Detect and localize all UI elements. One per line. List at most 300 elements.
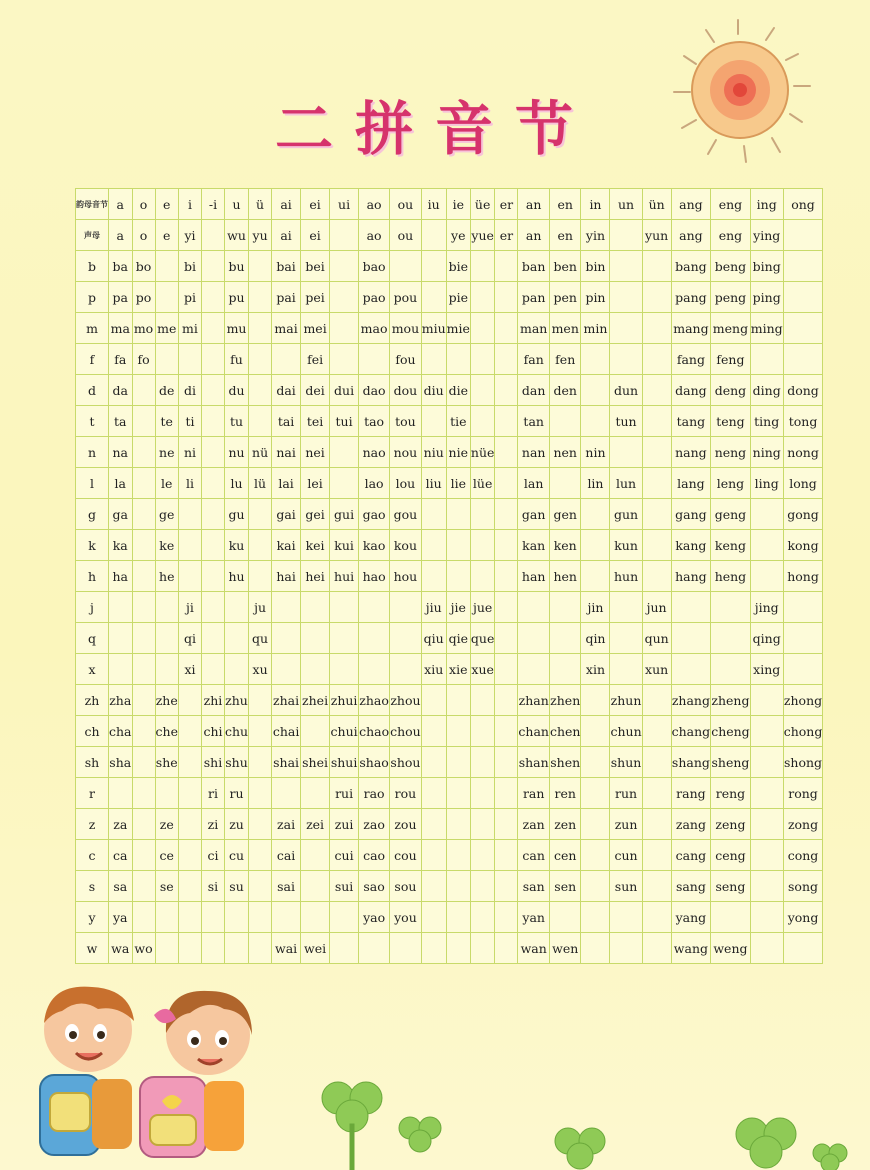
syllable-cell xyxy=(272,778,301,809)
row-header-cell: h xyxy=(76,561,109,592)
syllable-cell xyxy=(132,530,155,561)
syllable-cell xyxy=(750,561,783,592)
syllable-cell: ren xyxy=(549,778,581,809)
children-illustration xyxy=(0,975,290,1170)
syllable-cell xyxy=(671,592,711,623)
syllable-cell xyxy=(224,592,248,623)
syllable-cell: han xyxy=(518,561,550,592)
syllable-cell xyxy=(201,251,224,282)
syllable-cell xyxy=(750,871,783,902)
syllable-cell: ou xyxy=(390,189,422,220)
row-header-cell: z xyxy=(76,809,109,840)
syllable-cell xyxy=(155,902,178,933)
syllable-cell: jing xyxy=(750,592,783,623)
syllable-cell: lang xyxy=(671,468,711,499)
syllable-cell xyxy=(421,871,446,902)
syllable-cell: neng xyxy=(711,437,751,468)
syllable-cell: qun xyxy=(642,623,671,654)
syllable-cell: en xyxy=(549,220,581,251)
syllable-cell xyxy=(642,809,671,840)
syllable-cell: gang xyxy=(671,499,711,530)
syllable-cell xyxy=(750,685,783,716)
clover-decoration xyxy=(290,1060,870,1170)
syllable-cell: un xyxy=(610,189,642,220)
syllable-cell: me xyxy=(155,313,178,344)
syllable-cell: cun xyxy=(610,840,642,871)
syllable-cell: mou xyxy=(390,313,422,344)
syllable-cell xyxy=(671,654,711,685)
syllable-cell: bing xyxy=(750,251,783,282)
syllable-cell: ling xyxy=(750,468,783,499)
syllable-cell: zhe xyxy=(155,685,178,716)
syllable-cell: dou xyxy=(390,375,422,406)
syllable-cell xyxy=(610,592,642,623)
syllable-cell xyxy=(518,623,550,654)
syllable-cell xyxy=(109,654,133,685)
syllable-cell: zou xyxy=(390,809,422,840)
table-row xyxy=(76,406,823,437)
syllable-cell: dang xyxy=(671,375,711,406)
syllable-cell: a xyxy=(109,220,133,251)
syllable-cell xyxy=(201,282,224,313)
syllable-cell: pan xyxy=(518,282,550,313)
syllable-cell: xiu xyxy=(421,654,446,685)
syllable-cell xyxy=(421,902,446,933)
syllable-cell xyxy=(155,654,178,685)
syllable-cell xyxy=(642,685,671,716)
syllable-cell: gao xyxy=(359,499,390,530)
syllable-cell xyxy=(495,313,518,344)
syllable-cell: zhui xyxy=(330,685,359,716)
syllable-cell: le xyxy=(155,468,178,499)
syllable-cell: xi xyxy=(178,654,201,685)
syllable-cell: lie xyxy=(446,468,470,499)
syllable-cell xyxy=(249,871,272,902)
syllable-cell xyxy=(581,344,610,375)
row-header-cell: y xyxy=(76,902,109,933)
row-header-cell: n xyxy=(76,437,109,468)
syllable-cell: que xyxy=(470,623,495,654)
syllable-cell xyxy=(446,685,470,716)
syllable-cell: nao xyxy=(359,437,390,468)
syllable-cell: zao xyxy=(359,809,390,840)
syllable-cell xyxy=(711,592,751,623)
syllable-cell: run xyxy=(610,778,642,809)
syllable-cell: yue xyxy=(470,220,495,251)
syllable-cell: kao xyxy=(359,530,390,561)
syllable-cell: pi xyxy=(178,282,201,313)
syllable-cell: ju xyxy=(249,592,272,623)
syllable-cell: rao xyxy=(359,778,390,809)
syllable-cell xyxy=(178,530,201,561)
syllable-cell xyxy=(249,406,272,437)
table-row xyxy=(76,189,823,220)
syllable-cell xyxy=(783,220,823,251)
syllable-cell: lai xyxy=(272,468,301,499)
syllable-cell xyxy=(132,499,155,530)
syllable-cell: chen xyxy=(549,716,581,747)
syllable-cell: ke xyxy=(155,530,178,561)
syllable-cell xyxy=(470,933,495,964)
syllable-cell xyxy=(178,716,201,747)
syllable-cell xyxy=(249,809,272,840)
syllable-cell xyxy=(201,530,224,561)
syllable-cell xyxy=(446,561,470,592)
syllable-cell: zhong xyxy=(783,685,823,716)
syllable-cell xyxy=(711,902,751,933)
syllable-cell xyxy=(549,902,581,933)
syllable-cell: kui xyxy=(330,530,359,561)
syllable-cell xyxy=(642,499,671,530)
syllable-cell xyxy=(750,530,783,561)
syllable-cell: he xyxy=(155,561,178,592)
syllable-cell xyxy=(330,437,359,468)
syllable-cell: chao xyxy=(359,716,390,747)
table-row xyxy=(76,530,823,561)
syllable-cell xyxy=(132,747,155,778)
table-row xyxy=(76,313,823,344)
syllable-cell: bu xyxy=(224,251,248,282)
syllable-cell: ou xyxy=(390,220,422,251)
syllable-cell xyxy=(421,251,446,282)
syllable-cell xyxy=(201,437,224,468)
syllable-cell: seng xyxy=(711,871,751,902)
syllable-cell xyxy=(581,561,610,592)
syllable-cell: ha xyxy=(109,561,133,592)
syllable-cell xyxy=(642,933,671,964)
syllable-cell xyxy=(155,623,178,654)
syllable-cell: hai xyxy=(272,561,301,592)
table-row xyxy=(76,468,823,499)
syllable-cell xyxy=(272,902,301,933)
syllable-cell: chui xyxy=(330,716,359,747)
syllable-cell xyxy=(132,685,155,716)
syllable-cell xyxy=(581,406,610,437)
syllable-cell xyxy=(201,344,224,375)
syllable-cell: tang xyxy=(671,406,711,437)
syllable-cell: sui xyxy=(330,871,359,902)
syllable-cell: eng xyxy=(711,189,751,220)
syllable-cell: shong xyxy=(783,747,823,778)
syllable-cell xyxy=(249,778,272,809)
syllable-cell: shun xyxy=(610,747,642,778)
syllable-cell xyxy=(249,313,272,344)
syllable-cell xyxy=(581,809,610,840)
syllable-cell: dong xyxy=(783,375,823,406)
syllable-cell xyxy=(249,902,272,933)
syllable-cell: mao xyxy=(359,313,390,344)
syllable-cell xyxy=(549,623,581,654)
syllable-cell xyxy=(495,654,518,685)
syllable-cell xyxy=(581,685,610,716)
syllable-cell: man xyxy=(518,313,550,344)
syllable-cell: she xyxy=(155,747,178,778)
syllable-cell: jiu xyxy=(421,592,446,623)
syllable-cell: üe xyxy=(470,189,495,220)
syllable-cell: li xyxy=(178,468,201,499)
syllable-cell xyxy=(201,592,224,623)
syllable-cell: te xyxy=(155,406,178,437)
syllable-cell: ui xyxy=(330,189,359,220)
syllable-cell: ci xyxy=(201,840,224,871)
row-header-cell: s xyxy=(76,871,109,902)
syllable-cell xyxy=(783,933,823,964)
syllable-cell: fan xyxy=(518,344,550,375)
syllable-cell: rang xyxy=(671,778,711,809)
syllable-cell: zu xyxy=(224,809,248,840)
syllable-cell: ning xyxy=(750,437,783,468)
syllable-cell: fei xyxy=(301,344,330,375)
syllable-cell: pin xyxy=(581,282,610,313)
syllable-cell: tan xyxy=(518,406,550,437)
syllable-cell xyxy=(549,654,581,685)
syllable-cell xyxy=(495,871,518,902)
syllable-cell xyxy=(249,747,272,778)
syllable-cell: dao xyxy=(359,375,390,406)
syllable-cell xyxy=(330,654,359,685)
syllable-cell xyxy=(330,623,359,654)
syllable-cell xyxy=(446,344,470,375)
table-row xyxy=(76,282,823,313)
syllable-cell xyxy=(642,530,671,561)
syllable-cell: xie xyxy=(446,654,470,685)
table-row xyxy=(76,933,823,964)
syllable-cell xyxy=(178,344,201,375)
syllable-cell xyxy=(178,561,201,592)
syllable-cell xyxy=(249,840,272,871)
syllable-cell xyxy=(201,313,224,344)
syllable-cell xyxy=(132,623,155,654)
syllable-cell xyxy=(750,716,783,747)
syllable-cell xyxy=(132,716,155,747)
syllable-cell xyxy=(750,933,783,964)
syllable-cell: ri xyxy=(201,778,224,809)
syllable-cell xyxy=(359,654,390,685)
syllable-cell: ni xyxy=(178,437,201,468)
syllable-cell: shui xyxy=(330,747,359,778)
syllable-cell xyxy=(581,499,610,530)
syllable-cell xyxy=(470,871,495,902)
syllable-cell: tong xyxy=(783,406,823,437)
syllable-cell xyxy=(224,933,248,964)
syllable-cell: nie xyxy=(446,437,470,468)
syllable-cell: ting xyxy=(750,406,783,437)
syllable-cell: ün xyxy=(642,189,671,220)
syllable-cell: fu xyxy=(224,344,248,375)
syllable-cell xyxy=(470,840,495,871)
table-row xyxy=(76,220,823,251)
syllable-cell: kun xyxy=(610,530,642,561)
table-row xyxy=(76,251,823,282)
syllable-cell xyxy=(109,623,133,654)
syllable-cell xyxy=(224,623,248,654)
syllable-cell: rong xyxy=(783,778,823,809)
syllable-cell: lüe xyxy=(470,468,495,499)
syllable-cell xyxy=(132,871,155,902)
syllable-cell: zun xyxy=(610,809,642,840)
syllable-cell: ai xyxy=(272,189,301,220)
syllable-cell: sang xyxy=(671,871,711,902)
syllable-cell xyxy=(132,375,155,406)
syllable-cell xyxy=(495,530,518,561)
syllable-cell: ing xyxy=(750,189,783,220)
syllable-cell xyxy=(581,778,610,809)
syllable-cell: zhang xyxy=(671,685,711,716)
syllable-cell: lun xyxy=(610,468,642,499)
syllable-cell: ca xyxy=(109,840,133,871)
syllable-cell: bai xyxy=(272,251,301,282)
table-row xyxy=(76,685,823,716)
table-row xyxy=(76,623,823,654)
syllable-cell xyxy=(249,251,272,282)
syllable-cell xyxy=(610,344,642,375)
syllable-cell: tei xyxy=(301,406,330,437)
syllable-cell xyxy=(518,592,550,623)
syllable-cell: ang xyxy=(671,189,711,220)
syllable-cell: che xyxy=(155,716,178,747)
syllable-cell xyxy=(750,778,783,809)
syllable-cell xyxy=(421,809,446,840)
table-row xyxy=(76,840,823,871)
syllable-cell: hao xyxy=(359,561,390,592)
syllable-cell xyxy=(301,902,330,933)
syllable-cell: kan xyxy=(518,530,550,561)
syllable-cell xyxy=(549,406,581,437)
syllable-cell: ben xyxy=(549,251,581,282)
syllable-cell xyxy=(359,623,390,654)
syllable-cell xyxy=(783,251,823,282)
syllable-cell xyxy=(178,933,201,964)
syllable-cell: lin xyxy=(581,468,610,499)
syllable-cell xyxy=(155,282,178,313)
syllable-cell: ran xyxy=(518,778,550,809)
syllable-cell xyxy=(301,654,330,685)
syllable-cell: xue xyxy=(470,654,495,685)
syllable-cell: gong xyxy=(783,499,823,530)
syllable-cell: qing xyxy=(750,623,783,654)
syllable-cell: ze xyxy=(155,809,178,840)
syllable-cell: pie xyxy=(446,282,470,313)
syllable-cell xyxy=(201,499,224,530)
syllable-cell xyxy=(470,375,495,406)
syllable-cell xyxy=(783,282,823,313)
syllable-cell: zhai xyxy=(272,685,301,716)
syllable-cell xyxy=(201,623,224,654)
syllable-cell: diu xyxy=(421,375,446,406)
syllable-cell: chan xyxy=(518,716,550,747)
syllable-cell: xing xyxy=(750,654,783,685)
syllable-cell: hou xyxy=(390,561,422,592)
syllable-cell xyxy=(470,809,495,840)
syllable-cell: ma xyxy=(109,313,133,344)
syllable-cell: tai xyxy=(272,406,301,437)
syllable-cell: cang xyxy=(671,840,711,871)
syllable-cell: mo xyxy=(132,313,155,344)
syllable-cell: reng xyxy=(711,778,751,809)
syllable-cell: er xyxy=(495,220,518,251)
syllable-cell xyxy=(359,933,390,964)
syllable-cell xyxy=(330,220,359,251)
syllable-cell: nang xyxy=(671,437,711,468)
syllable-cell: cu xyxy=(224,840,248,871)
syllable-cell: ga xyxy=(109,499,133,530)
syllable-cell: nü xyxy=(249,437,272,468)
table-row xyxy=(76,716,823,747)
row-header-cell: l xyxy=(76,468,109,499)
row-header-cell: g xyxy=(76,499,109,530)
syllable-cell: wang xyxy=(671,933,711,964)
syllable-cell: se xyxy=(155,871,178,902)
syllable-cell: meng xyxy=(711,313,751,344)
syllable-cell: bang xyxy=(671,251,711,282)
syllable-cell: ao xyxy=(359,189,390,220)
syllable-cell: e xyxy=(155,189,178,220)
syllable-cell xyxy=(610,437,642,468)
syllable-cell: ao xyxy=(359,220,390,251)
syllable-cell: gan xyxy=(518,499,550,530)
syllable-cell: kei xyxy=(301,530,330,561)
syllable-cell xyxy=(642,282,671,313)
syllable-cell: hui xyxy=(330,561,359,592)
syllable-cell: xin xyxy=(581,654,610,685)
syllable-cell: tui xyxy=(330,406,359,437)
syllable-cell: pen xyxy=(549,282,581,313)
syllable-cell: lao xyxy=(359,468,390,499)
syllable-cell: fen xyxy=(549,344,581,375)
syllable-cell xyxy=(132,468,155,499)
syllable-cell xyxy=(581,716,610,747)
syllable-cell: tun xyxy=(610,406,642,437)
syllable-cell: shen xyxy=(549,747,581,778)
syllable-cell: beng xyxy=(711,251,751,282)
syllable-cell xyxy=(301,716,330,747)
syllable-cell xyxy=(178,778,201,809)
syllable-cell xyxy=(610,251,642,282)
table-row xyxy=(76,871,823,902)
syllable-cell xyxy=(249,716,272,747)
syllable-cell: jin xyxy=(581,592,610,623)
syllable-cell xyxy=(201,375,224,406)
syllable-cell: cha xyxy=(109,716,133,747)
syllable-cell xyxy=(518,654,550,685)
syllable-cell: leng xyxy=(711,468,751,499)
syllable-cell: sou xyxy=(390,871,422,902)
syllable-cell xyxy=(470,530,495,561)
syllable-cell xyxy=(495,809,518,840)
syllable-cell: keng xyxy=(711,530,751,561)
syllable-cell: ce xyxy=(155,840,178,871)
syllable-cell xyxy=(581,871,610,902)
syllable-cell: zai xyxy=(272,809,301,840)
syllable-cell: hang xyxy=(671,561,711,592)
syllable-cell xyxy=(581,747,610,778)
syllable-cell: chi xyxy=(201,716,224,747)
syllable-cell: ji xyxy=(178,592,201,623)
syllable-cell: mei xyxy=(301,313,330,344)
syllable-cell: sha xyxy=(109,747,133,778)
syllable-cell xyxy=(610,933,642,964)
syllable-cell xyxy=(201,902,224,933)
syllable-cell xyxy=(470,344,495,375)
syllable-cell xyxy=(610,654,642,685)
syllable-cell xyxy=(783,623,823,654)
syllable-cell xyxy=(249,344,272,375)
syllable-cell: bi xyxy=(178,251,201,282)
syllable-cell xyxy=(446,871,470,902)
syllable-cell: yu xyxy=(249,220,272,251)
syllable-cell xyxy=(783,313,823,344)
syllable-cell xyxy=(470,406,495,437)
